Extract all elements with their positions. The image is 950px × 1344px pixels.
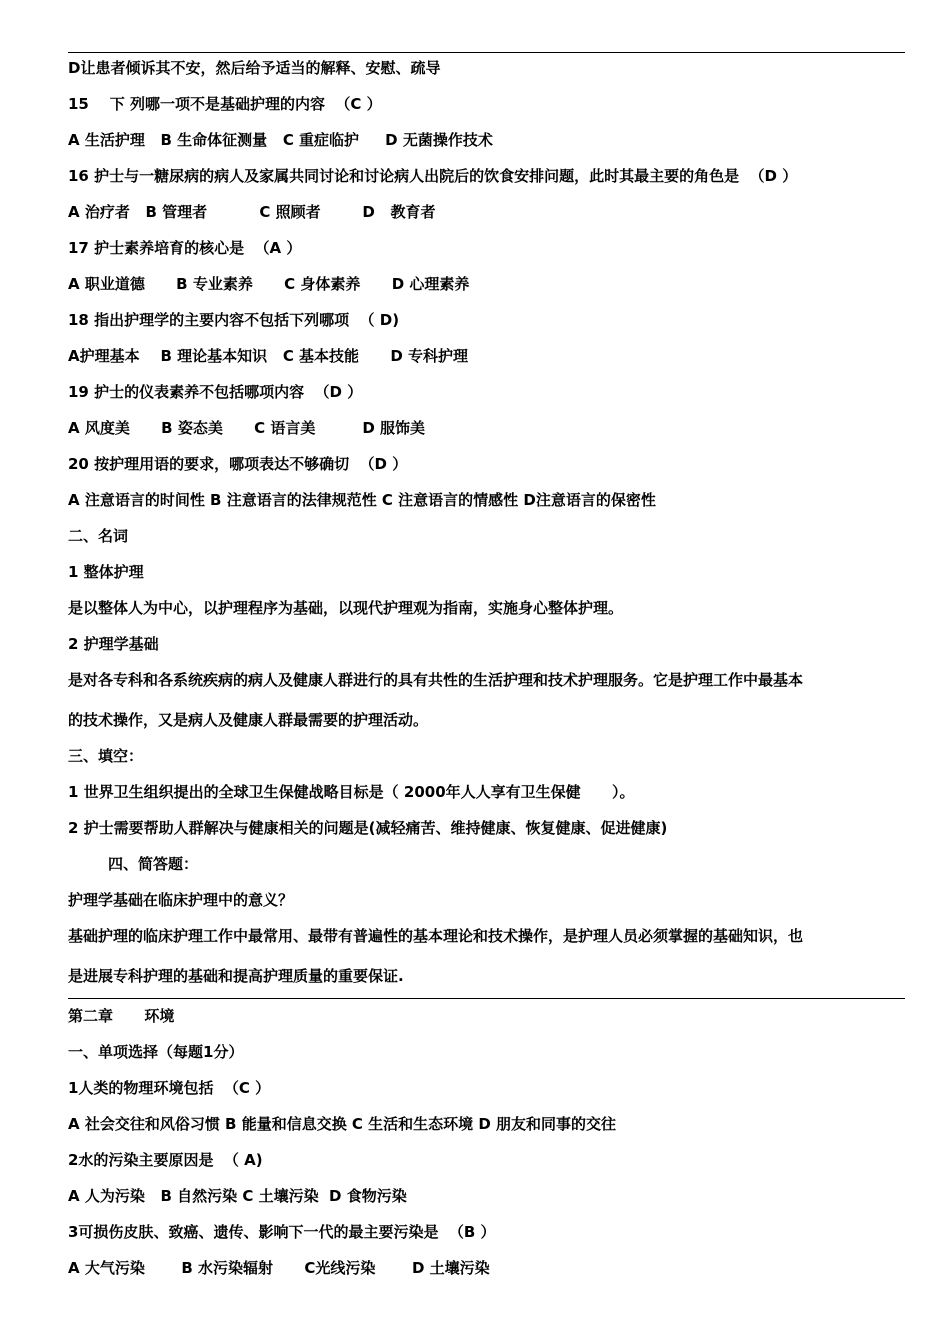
options-18: A护理基本 B 理论基本知识 C 基本技能 D 专科护理 <box>68 347 469 365</box>
term-title: 2 护理学基础 <box>68 635 159 653</box>
options-20: A 注意语言的时间性 B 注意语言的法律规范性 C 注意语言的情感性 D注意语言的保密性 <box>68 491 656 509</box>
chapter-title: 第二章 环境 <box>68 1007 175 1025</box>
short-answer-text: 基础护理的临床护理工作中最常用、最带有普遍性的基本理论和技术操作，是护理人员必须掌握的基础知识，也 <box>68 927 804 945</box>
options-16: A 治疗者 B 管理者 C 照顾者 D 教育者 <box>68 203 436 221</box>
term-definition: 是以整体人为中心，以护理程序为基础，以现代护理观为指南，实施身心整体护理。 <box>68 599 624 617</box>
question-16: 16 护士与一糖尿病的病人及家属共同讨论和讨论病人出院后的饮食安排问题，此时其最主要的角色是 （D ） <box>68 167 798 185</box>
options-15: A 生活护理 B 生命体征测量 C 重症临护 D 无菌操作技术 <box>68 131 493 149</box>
top-rule <box>68 52 905 53</box>
options-3: A 大气污染 B 水污染辐射 C光线污染 D 土壤污染 <box>68 1259 490 1277</box>
options-2: A 人为污染 B 自然污染 C 土壤污染 D 食物污染 <box>68 1187 407 1205</box>
term-definition: 是对各专科和各系统疾病的病人及健康人群进行的具有共性的生活护理和技术护理服务。它是护理工作中最基本 <box>68 671 804 689</box>
options-1: A 社会交往和风俗习惯 B 能量和信息交换 C 生活和生态环境 D 朋友和同事的交往 <box>68 1115 617 1133</box>
question-19: 19 护士的仪表素养不包括哪项内容 （D ） <box>68 383 363 401</box>
short-answer-text-cont: 是进展专科护理的基础和提高护理质量的重要保证. <box>68 967 404 985</box>
section-heading: 三、填空： <box>68 747 144 765</box>
chapter-rule <box>68 998 905 999</box>
question-2: 2水的污染主要原因是 （ A) <box>68 1151 263 1169</box>
section-heading: 一、单项选择（每题1分） <box>68 1043 244 1061</box>
text-line: D让患者倾诉其不安，然后给予适当的解释、安慰、疏导 <box>68 59 441 77</box>
fill-blank-2: 2 护士需要帮助人群解决与健康相关的问题是(减轻痛苦、维持健康、恢复健康、促进健康) <box>68 819 668 837</box>
options-17: A 职业道德 B 专业素养 C 身体素养 D 心理素养 <box>68 275 470 293</box>
question-3: 3可损伤皮肤、致癌、遗传、影响下一代的最主要污染是 （B ） <box>68 1223 496 1241</box>
question-20: 20 按护理用语的要求，哪项表达不够确切 （D ） <box>68 455 408 473</box>
term-title: 1 整体护理 <box>68 563 144 581</box>
question-18: 18 指出护理学的主要内容不包括下列哪项 （ D) <box>68 311 400 329</box>
question-15: 15 下 列哪一项不是基础护理的内容 （C ） <box>68 95 382 113</box>
term-definition-cont: 的技术操作，又是病人及健康人群最需要的护理活动。 <box>68 711 429 729</box>
fill-blank-1: 1 世界卫生组织提出的全球卫生保健战略目标是（ 2000年人人享有卫生保健 ）。 <box>68 783 635 801</box>
question-1: 1人类的物理环境包括 （C ） <box>68 1079 271 1097</box>
section-heading: 二、名词 <box>68 527 129 545</box>
options-19: A 风度美 B 姿态美 C 语言美 D 服饰美 <box>68 419 426 437</box>
short-answer-question: 护理学基础在临床护理中的意义？ <box>68 891 294 909</box>
section-heading: 四、简答题： <box>108 855 199 873</box>
question-17: 17 护士素养培育的核心是 （A ） <box>68 239 302 257</box>
